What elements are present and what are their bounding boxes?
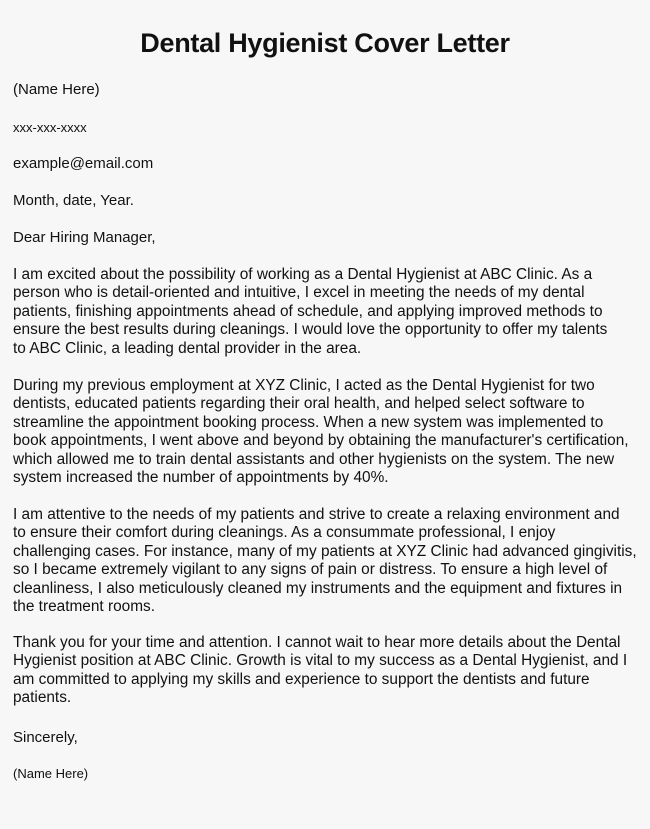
signature: (Name Here) <box>13 766 89 781</box>
paragraph-line: so I became extremely vigilant to any signs of pain or distress. To ensure a high level of <box>13 561 608 579</box>
paragraph-line: which allowed me to train dental assistants and other hygienists on the system. The new <box>13 450 615 468</box>
paragraph-line: person who is detail-oriented and intuitive, I excel in meeting the needs of my dental <box>13 284 585 302</box>
paragraph-line: dentists, educated patients regarding their oral health, and helped select software to <box>13 395 585 413</box>
paragraph-line: to ABC Clinic, a leading dental provider in the area. <box>13 339 362 357</box>
paragraph-line: challenging cases. For instance, many of my patients at XYZ Clinic had advanced gingivitis, <box>13 542 637 560</box>
paragraph-line: ensure the best results during cleanings. I would love the opportunity to offer my talents <box>13 321 608 339</box>
salutation: Dear Hiring Manager, <box>13 229 156 246</box>
paragraph-attentiveness <box>13 506 638 616</box>
paragraph-line: Thank you for your time and attention. I cannot wait to hear more details about the Dental <box>13 634 621 651</box>
paragraph-line: to ensure their comfort during cleanings. As a consummate professional, I enjoy <box>13 524 556 542</box>
paragraph-line: I am excited about the possibility of working as a Dental Hygienist at ABC Clinic. As a <box>13 266 593 283</box>
paragraph-line: streamline the appointment booking process. When a new system was implemented to <box>13 413 604 431</box>
paragraph-line: am committed to applying my skills and experience to support the dentists and future <box>13 670 590 688</box>
sender-phone: xxx-xxx-xxxx <box>13 120 87 135</box>
paragraph-intro <box>13 266 638 358</box>
paragraph-experience <box>13 377 638 487</box>
letter-date: Month, date, Year. <box>13 192 134 209</box>
page-title: Dental Hygienist Cover Letter <box>140 28 510 58</box>
sender-email: example@email.com <box>13 155 154 172</box>
paragraph-line: I am attentive to the needs of my patients and strive to create a relaxing environment and <box>13 506 620 523</box>
paragraph-line: During my previous employment at XYZ Clinic, I acted as the Dental Hygienist for two <box>13 377 595 394</box>
closing: Sincerely, <box>13 729 78 746</box>
sender-name: (Name Here) <box>13 81 100 98</box>
paragraph-line: patients. <box>13 689 72 707</box>
paragraph-line: cleanliness, I also meticulously cleaned my instruments and the equipment and fixtures in <box>13 579 623 597</box>
paragraph-line: Hygienist position at ABC Clinic. Growth is vital to my success as a Dental Hygienist, and I <box>13 652 628 670</box>
paragraph-line: the treatment rooms. <box>13 598 155 616</box>
paragraph-line: patients, finishing appointments ahead of schedule, and applying improved methods to <box>13 302 603 320</box>
paragraph-closing <box>13 634 638 708</box>
paragraph-line: system increased the number of appointments by 40%. <box>13 469 389 487</box>
paragraph-line: book appointments, I went above and beyond by obtaining the manufacturer's certification, <box>13 432 629 450</box>
